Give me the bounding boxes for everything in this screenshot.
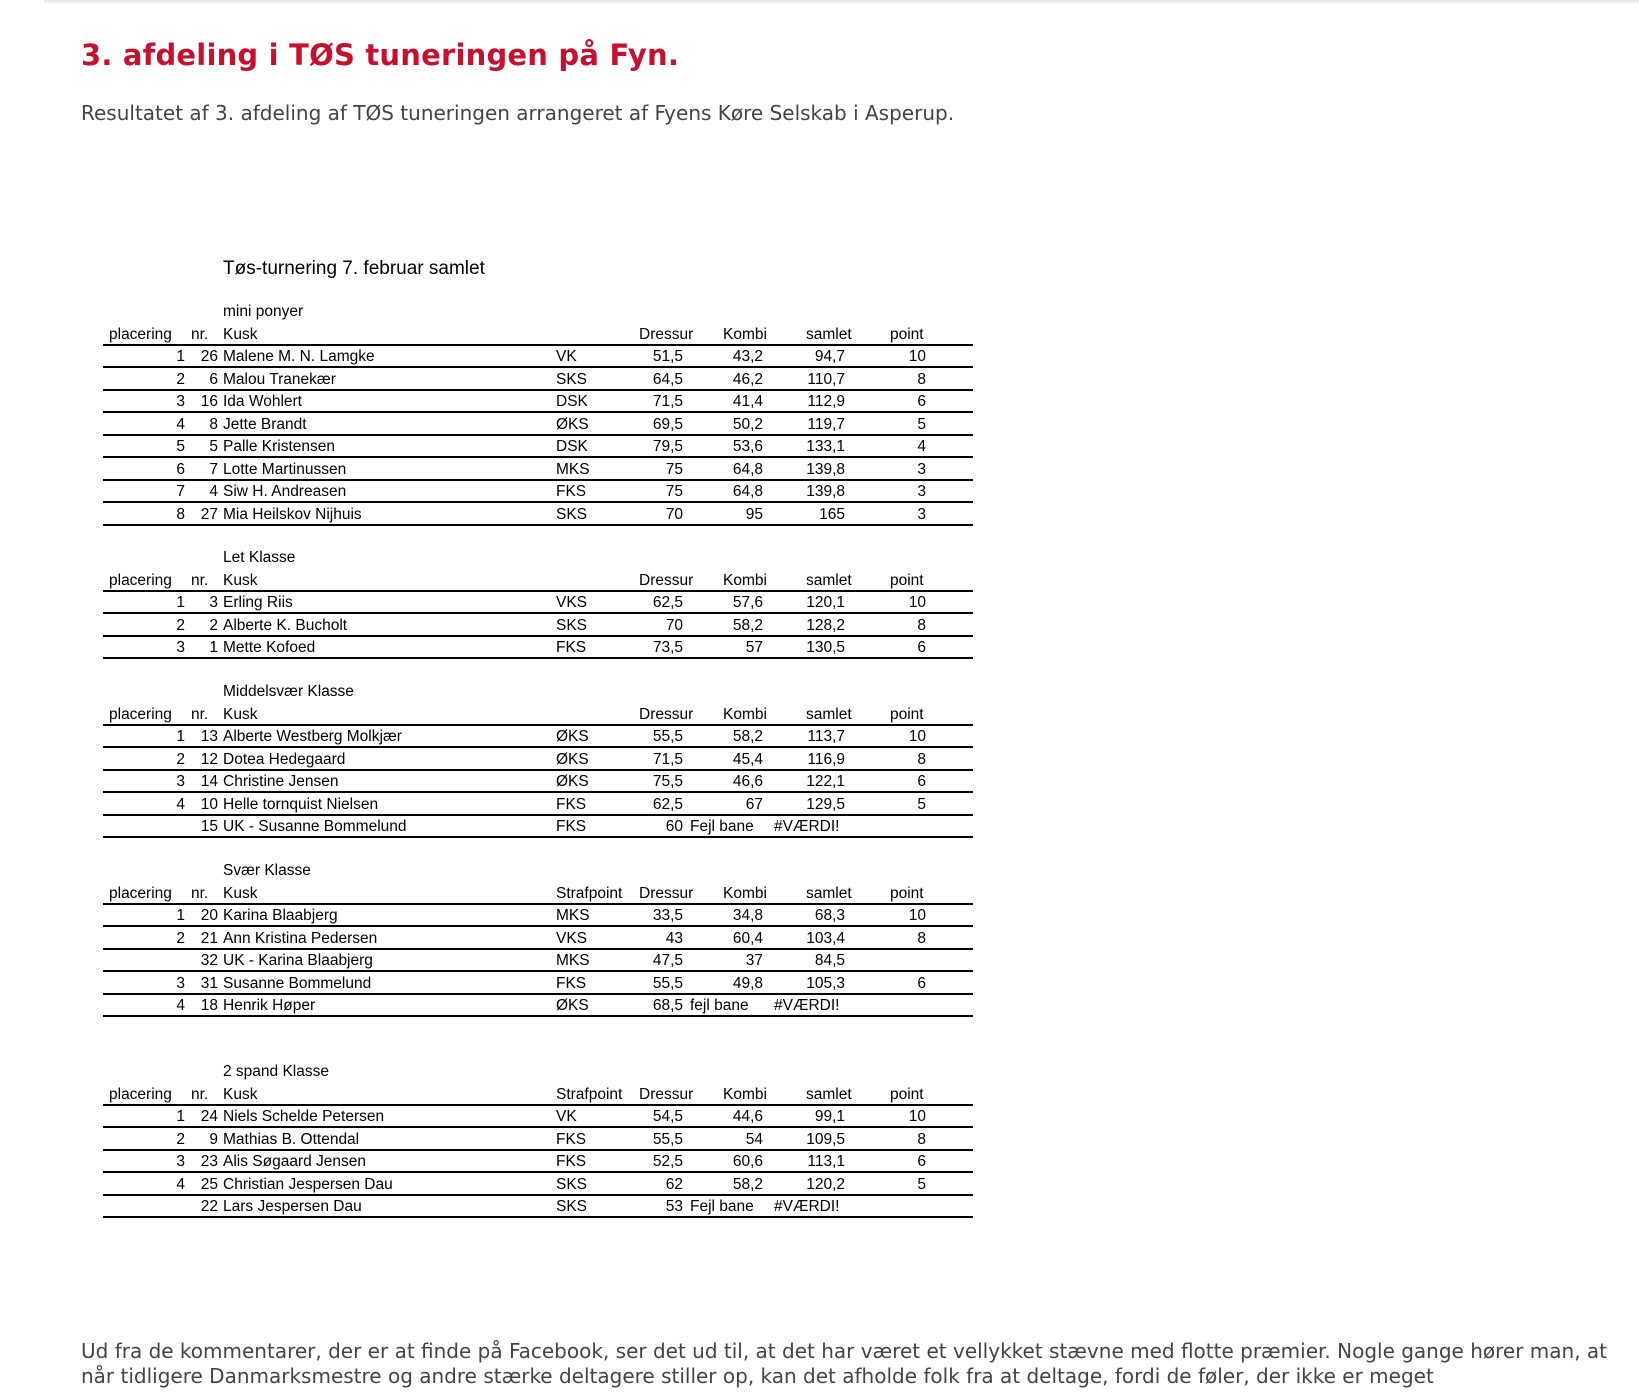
section-title: Svær Klasse [223, 862, 311, 879]
cell-placering: 6 [176, 460, 185, 478]
table-row [103, 815, 973, 838]
cell-placering: 2 [176, 370, 185, 388]
cell-samlet: 116,9 [807, 750, 845, 768]
table-row [103, 591, 973, 614]
cell-point: 6 [917, 393, 926, 410]
cell-samlet: 113,1 [807, 1153, 845, 1170]
cell-point: 5 [917, 415, 926, 433]
header-dressur: Dressur [639, 884, 694, 902]
cell-dressur: 79,5 [652, 438, 683, 455]
cell-point: 3 [917, 505, 926, 523]
cell-nr: 8 [209, 415, 218, 433]
cell-point: 8 [917, 370, 926, 388]
header-point: point [890, 1085, 924, 1103]
header-point: point [890, 884, 924, 902]
cell-kusk: Jette Brandt [223, 415, 307, 433]
cell-kombi: 60,6 [732, 1153, 763, 1170]
cell-kusk: Alberte K. Bucholt [223, 616, 348, 634]
cell-nr: 1 [209, 639, 218, 656]
cell-placering: 1 [176, 1108, 185, 1125]
cell-nr: 3 [209, 594, 218, 611]
cell-club: VK [556, 1108, 577, 1125]
cell-nr: 21 [200, 929, 218, 947]
top-divider [44, 0, 1639, 4]
cell-nr: 25 [200, 1175, 218, 1193]
cell-placering: 2 [176, 616, 185, 634]
cell-samlet: 68,3 [814, 907, 845, 924]
header-point: point [890, 705, 924, 723]
header-kombi: Kombi [723, 571, 767, 589]
cell-kusk: Ida Wohlert [223, 393, 302, 410]
cell-point: 10 [908, 907, 926, 924]
section-title: mini ponyer [223, 303, 304, 320]
cell-placering: 3 [176, 639, 185, 656]
cell-dressur: 75,5 [652, 773, 683, 790]
cell-dressur: 53 [665, 1198, 683, 1215]
cell-placering: 4 [176, 1175, 185, 1193]
table-row [103, 927, 973, 950]
cell-samlet: 130,5 [806, 639, 845, 656]
cell-dressur: 64,5 [652, 370, 683, 388]
cell-nr: 12 [200, 750, 218, 768]
cell-dressur: 62 [665, 1175, 683, 1193]
cell-kusk: Dotea Hedegaard [223, 750, 346, 768]
table-row [103, 994, 973, 1017]
cell-samlet: 128,2 [806, 616, 845, 634]
table-row [103, 1195, 973, 1218]
cell-club: ØKS [556, 750, 589, 768]
cell-kusk: Mette Kofoed [223, 639, 316, 656]
cell-placering: 8 [176, 505, 185, 523]
header-kombi: Kombi [723, 1085, 767, 1103]
cell-placering: 1 [176, 907, 185, 924]
section-title: Middelsvær Klasse [223, 683, 354, 700]
cell-placering: 1 [176, 348, 185, 365]
cell-samlet: 94,7 [814, 348, 845, 365]
cell-samlet: #VÆRDI! [774, 997, 840, 1014]
cell-samlet: 120,2 [806, 1175, 845, 1193]
cell-kombi: 58,2 [732, 1175, 763, 1193]
table-row [103, 949, 973, 972]
cell-nr: 9 [209, 1130, 218, 1148]
header-placering: placering [109, 705, 172, 723]
cell-club: FKS [556, 974, 587, 992]
cell-kombi: 57 [745, 639, 763, 656]
cell-club: SKS [556, 1198, 588, 1215]
cell-kusk: Christian Jespersen Dau [223, 1175, 393, 1193]
header-dressur: Dressur [639, 1085, 694, 1103]
cell-placering: 2 [176, 929, 185, 947]
cell-placering: 4 [176, 415, 185, 433]
cell-samlet: #VÆRDI! [774, 818, 840, 835]
table-row [103, 770, 973, 793]
header-placering: placering [109, 571, 172, 589]
cell-kombi: 43,2 [732, 348, 763, 365]
cell-club: SKS [556, 370, 588, 388]
table-row [103, 368, 973, 391]
cell-nr: 27 [200, 505, 218, 523]
header-nr: nr. [191, 571, 209, 589]
cell-club: MKS [556, 460, 590, 478]
table-row [103, 390, 973, 413]
header-row [103, 569, 973, 592]
cell-point: 3 [917, 460, 926, 478]
cell-kusk: Alberte Westberg Molkjær [223, 728, 402, 745]
cell-point: 10 [908, 728, 926, 745]
cell-placering: 4 [176, 795, 185, 813]
cell-dressur: 73,5 [652, 639, 683, 656]
cell-dressur: 69,5 [652, 415, 683, 433]
header-row [103, 703, 973, 726]
cell-club: MKS [556, 907, 590, 924]
cell-kombi: 60,4 [732, 929, 763, 947]
cell-placering: 3 [176, 974, 185, 992]
cell-nr: 18 [200, 997, 218, 1014]
cell-nr: 2 [209, 616, 218, 634]
header-samlet: samlet [806, 571, 852, 589]
cell-dressur: 60 [665, 818, 683, 835]
cell-kusk: Lotte Martinussen [223, 460, 347, 478]
header-placering: placering [109, 325, 172, 343]
cell-kombi: 34,8 [732, 907, 763, 924]
table-row [103, 413, 973, 436]
cell-samlet: 139,8 [806, 460, 845, 478]
cell-club: FKS [556, 639, 587, 656]
cell-kombi: 53,6 [732, 438, 763, 455]
cell-placering: 5 [176, 438, 185, 455]
comment-paragraph: Ud fra de kommentarer, der er at finde på Facebook, ser det ud til, at det har været et vellykket stævne med flotte præmier. Nogle gange hører man, at når tidligere Danmarksmestre og andre stærke deltagere stiller op, kan det afholde folk fra at deltage, fordi de føler, der ikke er meget [81, 1339, 1608, 1388]
cell-samlet: 122,1 [806, 773, 845, 790]
cell-nr: 22 [200, 1198, 218, 1215]
cell-kusk: UK - Susanne Bommelund [223, 818, 407, 835]
header-kusk: Kusk [223, 1085, 258, 1103]
header-samlet: samlet [806, 884, 852, 902]
cell-kusk: Siw H. Andreasen [223, 483, 347, 500]
cell-club: SKS [556, 616, 588, 634]
cell-nr: 13 [200, 728, 218, 745]
cell-samlet: 84,5 [814, 952, 845, 969]
cell-samlet: 139,8 [806, 483, 845, 500]
section-title: Let Klasse [223, 549, 296, 566]
table-row [103, 435, 973, 458]
cell-nr: 32 [200, 952, 218, 969]
header-nr: nr. [191, 884, 209, 902]
cell-dressur: 55,5 [652, 974, 683, 992]
cell-kombi: 58,2 [732, 728, 763, 745]
cell-samlet: 120,1 [806, 594, 845, 611]
cell-point: 6 [917, 1153, 926, 1170]
cell-kusk: Alis Søgaard Jensen [223, 1153, 367, 1170]
cell-nr: 16 [200, 393, 218, 410]
cell-samlet: 99,1 [814, 1108, 845, 1125]
cell-point: 10 [908, 594, 926, 611]
intro-text: Resultatet af 3. afdeling af TØS tuneringen arrangeret af Fyens Køre Selskab i Asperup. [81, 101, 955, 125]
cell-club: MKS [556, 952, 590, 969]
cell-nr: 20 [200, 907, 218, 924]
cell-placering: 1 [176, 594, 185, 611]
header-kombi: Kombi [723, 325, 767, 343]
cell-placering: 3 [176, 393, 185, 410]
cell-point: 10 [908, 348, 926, 365]
cell-point: 6 [917, 773, 926, 790]
cell-club: FKS [556, 818, 587, 835]
cell-kombi: 46,6 [732, 773, 763, 790]
cell-placering: 1 [176, 728, 185, 745]
cell-club: FKS [556, 1130, 587, 1148]
cell-nr: 7 [209, 460, 218, 478]
table-row [103, 503, 973, 526]
table-row [103, 793, 973, 816]
cell-kombi: Fejl bane [690, 818, 754, 835]
cell-dressur: 71,5 [652, 750, 683, 768]
cell-club: SKS [556, 1175, 588, 1193]
cell-dressur: 55,5 [652, 728, 683, 745]
header-kusk: Kusk [223, 705, 258, 723]
cell-samlet: 129,5 [806, 795, 845, 813]
cell-kusk: Malene M. N. Lamgke [223, 348, 375, 365]
cell-placering: 2 [176, 1130, 185, 1148]
cell-kombi: 67 [745, 795, 763, 813]
cell-kusk: Erling Riis [223, 594, 293, 611]
table-row [103, 904, 973, 927]
cell-kombi: 44,6 [732, 1108, 763, 1125]
cell-club: FKS [556, 795, 587, 813]
header-dressur: Dressur [639, 325, 694, 343]
cell-kusk: Palle Kristensen [223, 438, 336, 455]
header-kusk: Kusk [223, 884, 258, 902]
header-samlet: samlet [806, 325, 852, 343]
cell-samlet: 103,4 [806, 929, 845, 947]
cell-placering: 2 [176, 750, 185, 768]
table-row [103, 1173, 973, 1196]
cell-point: 8 [917, 616, 926, 634]
header-point: point [890, 325, 924, 343]
header-placering: placering [109, 1085, 172, 1103]
cell-placering: 3 [176, 773, 185, 790]
cell-club: ØKS [556, 997, 589, 1014]
cell-kusk: Mathias B. Ottendal [223, 1130, 360, 1148]
header-strafpoint: Strafpoint [556, 1085, 623, 1103]
cell-kusk: Karina Blaabjerg [223, 907, 338, 924]
header-row [103, 882, 973, 905]
cell-dressur: 43 [665, 929, 683, 947]
cell-club: ØKS [556, 728, 589, 745]
cell-nr: 4 [209, 483, 218, 500]
cell-point: 5 [917, 795, 926, 813]
cell-kusk: Mia Heilskov Nijhuis [223, 505, 362, 523]
cell-club: DSK [556, 393, 588, 410]
sheet-title: Tøs-turnering 7. februar samlet [223, 258, 485, 279]
cell-kusk: Susanne Bommelund [223, 974, 372, 992]
cell-club: DSK [556, 438, 588, 455]
cell-kusk: Malou Tranekær [223, 370, 336, 388]
cell-samlet: 109,5 [806, 1130, 845, 1148]
cell-dressur: 75 [665, 460, 683, 478]
header-kombi: Kombi [723, 705, 767, 723]
header-dressur: Dressur [639, 705, 694, 723]
header-placering: placering [109, 884, 172, 902]
cell-kusk: Niels Schelde Petersen [223, 1108, 385, 1125]
cell-club: SKS [556, 505, 588, 523]
cell-point: 6 [917, 639, 926, 656]
cell-club: ØKS [556, 773, 589, 790]
table-row [103, 1128, 973, 1151]
cell-point: 10 [908, 1108, 926, 1125]
cell-nr: 23 [200, 1153, 218, 1170]
cell-kombi: 41,4 [732, 393, 763, 410]
cell-kombi: Fejl bane [690, 1198, 754, 1215]
header-dressur: Dressur [639, 571, 694, 589]
section-title: 2 spand Klasse [223, 1063, 329, 1080]
cell-kombi: 95 [745, 505, 763, 523]
table-row [103, 614, 973, 637]
cell-samlet: 112,9 [807, 393, 845, 410]
header-nr: nr. [191, 1085, 209, 1103]
table-row [103, 1150, 973, 1173]
cell-point: 6 [917, 974, 926, 992]
header-kusk: Kusk [223, 325, 258, 343]
cell-nr: 6 [209, 370, 218, 388]
cell-dressur: 52,5 [652, 1153, 683, 1170]
cell-kombi: 57,6 [732, 594, 763, 611]
header-row [103, 1083, 973, 1106]
cell-kusk: UK - Karina Blaabjerg [223, 952, 373, 969]
header-kombi: Kombi [723, 884, 767, 902]
cell-dressur: 70 [665, 616, 683, 634]
cell-kusk: Helle tornquist Nielsen [223, 795, 379, 813]
cell-placering: 4 [176, 997, 185, 1014]
cell-dressur: 51,5 [652, 348, 683, 365]
cell-kombi: 58,2 [732, 616, 763, 634]
cell-point: 8 [917, 750, 926, 768]
cell-samlet: 105,3 [806, 974, 845, 992]
cell-kombi: 54 [745, 1130, 763, 1148]
cell-kombi: 50,2 [732, 415, 763, 433]
cell-nr: 31 [200, 974, 218, 992]
cell-dressur: 62,5 [652, 594, 683, 611]
cell-nr: 5 [209, 438, 218, 455]
cell-point: 8 [917, 1130, 926, 1148]
header-strafpoint: Strafpoint [556, 884, 623, 902]
table-row [103, 972, 973, 995]
cell-point: 4 [917, 438, 926, 455]
cell-nr: 26 [200, 348, 218, 365]
page-title: 3. afdeling i TØS tuneringen på Fyn. [81, 38, 680, 72]
cell-club: FKS [556, 1153, 587, 1170]
header-kusk: Kusk [223, 571, 258, 589]
header-samlet: samlet [806, 705, 852, 723]
cell-dressur: 54,5 [652, 1108, 683, 1125]
cell-nr: 15 [200, 818, 218, 835]
cell-club: VK [556, 348, 577, 365]
table-row [103, 725, 973, 748]
cell-point: 5 [917, 1175, 926, 1193]
cell-kombi: 46,2 [732, 370, 763, 388]
cell-nr: 24 [200, 1108, 218, 1125]
cell-kombi: 64,8 [732, 460, 763, 478]
cell-samlet: #VÆRDI! [774, 1198, 840, 1215]
cell-point: 8 [917, 929, 926, 947]
cell-club: FKS [556, 483, 587, 500]
cell-placering: 7 [176, 483, 185, 500]
cell-kombi: 37 [745, 952, 763, 969]
header-nr: nr. [191, 325, 209, 343]
cell-club: ØKS [556, 415, 589, 433]
cell-nr: 10 [200, 795, 218, 813]
cell-samlet: 110,7 [807, 370, 845, 388]
cell-point: 3 [917, 483, 926, 500]
cell-dressur: 75 [665, 483, 683, 500]
cell-club: VKS [556, 594, 588, 611]
cell-samlet: 119,7 [807, 415, 845, 433]
cell-dressur: 33,5 [652, 907, 683, 924]
cell-samlet: 165 [819, 505, 845, 523]
cell-kombi: 49,8 [732, 974, 763, 992]
header-row [103, 323, 973, 346]
table-row [103, 480, 973, 503]
header-point: point [890, 571, 924, 589]
table-row [103, 636, 973, 659]
cell-dressur: 47,5 [652, 952, 683, 969]
cell-placering: 3 [176, 1153, 185, 1170]
cell-dressur: 55,5 [652, 1130, 683, 1148]
cell-kombi: fejl bane [690, 997, 749, 1014]
cell-samlet: 113,7 [807, 728, 845, 745]
cell-kusk: Lars Jespersen Dau [223, 1198, 362, 1215]
header-nr: nr. [191, 705, 209, 723]
table-row [103, 748, 973, 771]
cell-kombi: 45,4 [732, 750, 763, 768]
table-row [103, 1105, 973, 1128]
cell-kusk: Henrik Høper [223, 997, 316, 1014]
cell-club: VKS [556, 929, 588, 947]
cell-nr: 14 [200, 773, 218, 790]
cell-dressur: 68,5 [652, 997, 683, 1014]
table-row [103, 345, 973, 368]
cell-kusk: Christine Jensen [223, 773, 339, 790]
cell-dressur: 71,5 [652, 393, 683, 410]
cell-kombi: 64,8 [732, 483, 763, 500]
cell-samlet: 133,1 [806, 438, 845, 455]
header-samlet: samlet [806, 1085, 852, 1103]
cell-dressur: 70 [665, 505, 683, 523]
cell-kusk: Ann Kristina Pedersen [223, 929, 378, 947]
table-row [103, 458, 973, 481]
cell-dressur: 62,5 [652, 795, 683, 813]
